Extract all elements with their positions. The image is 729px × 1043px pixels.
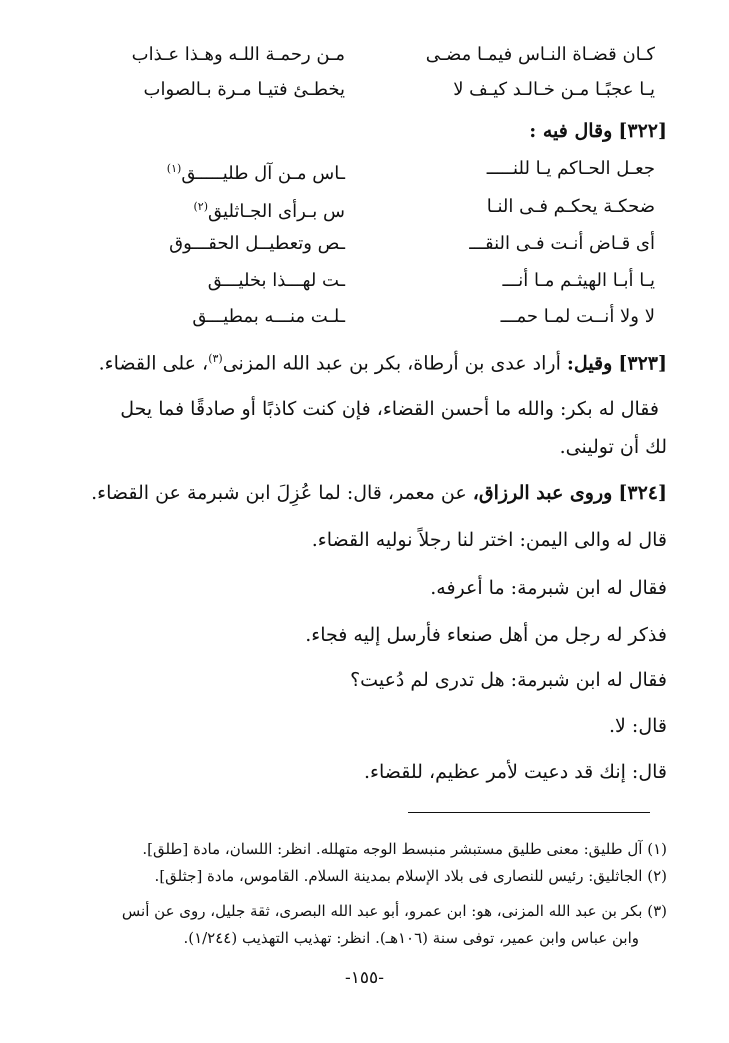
verse-row	[95, 190, 655, 224]
verse-row	[95, 300, 655, 334]
verse-first-hemistich: كـان قضـاة النـاس فيمـا مضـى	[425, 44, 655, 65]
paragraph-line: قال له والى اليمن: اختر لنا رجلاً نوليه القضاء.	[311, 529, 667, 551]
verse-second-hemistich: ـت لهـــذا بخليـــق	[207, 270, 345, 291]
verse-first-hemistich: أى قـاض أنـت فـى النقـــ	[469, 233, 655, 254]
paragraph-line: فقال له بكر: والله ما أحسن القضاء، فإن كنت كاذبًا أو صادقًا فما يحل	[120, 398, 659, 420]
verse-first-hemistich: ضحكـة يحكـم فـى النـا	[486, 196, 655, 217]
verse-row	[95, 73, 655, 107]
verse-first-hemistich: يـا عجبًـا مـن خـالـد كيـف لا	[453, 79, 655, 100]
paragraph-line: فقال له ابن شبرمة: ما أعرفه.	[430, 577, 667, 599]
verse-second-hemistich: مـن رحمـة اللـه وهـذا عـذاب	[131, 44, 345, 65]
paragraph-line: فقال له ابن شبرمة: هل تدرى لم دُعيت؟	[350, 669, 667, 691]
paragraph-line: قال: لا.	[609, 715, 667, 737]
verse-second-hemistich: ـص وتعطيــل الحقـــوق	[169, 233, 345, 254]
verse-second-hemistich	[95, 152, 345, 191]
verse-first-hemistich: لا ولا أنــت لمـا حمـــ	[500, 306, 655, 327]
footnote-marker: (١)	[166, 162, 182, 175]
hemistich-text: ـاس مـن آل طليـــــق	[181, 163, 345, 184]
verse-row	[95, 227, 655, 261]
entry-322-heading	[60, 113, 667, 149]
verse-second-hemistich: يخطـئ فتيـا مـرة بـالصواب	[143, 79, 345, 100]
footnote-marker: (٢)	[193, 200, 208, 213]
verse-second-hemistich: ـلـت منـــه بمطيـــق	[192, 306, 345, 327]
hemistich-text: س بـرأى الجـاثليق	[208, 201, 345, 222]
verse-first-hemistich: جعـل الحـاكم يـا للنـــــ	[486, 158, 655, 179]
page-number: -١٥٥-	[345, 968, 384, 988]
verse-first-hemistich: يـا أبـا الهيثـم مـا أنـــ	[502, 270, 655, 291]
entry-324-line	[60, 475, 667, 511]
footnote: (٢) الجاثليق: رئيس للنصارى فى بلاد الإسلام بمدينة السلام. القاموس، مادة [جثلق].	[154, 867, 667, 885]
footnote: (١) آل طليق: معنى طليق مستبشر منبسط الوجه متهلله. انظر: اللسان، مادة [طلق].	[142, 840, 667, 858]
paragraph-line: فذكر له رجل من أهل صنعاء فأرسل إليه فجاء.	[305, 624, 667, 646]
verse-row	[95, 38, 655, 72]
footnote-separator	[408, 812, 650, 813]
entry-lead: وقيل:	[566, 352, 613, 375]
verse-row	[95, 264, 655, 298]
paragraph-line: قال: إنك قد دعيت لأمر عظيم، للقضاء.	[364, 761, 667, 783]
entry-heading: وقال فيه :	[529, 120, 613, 142]
footnote-marker: (٣)	[208, 352, 223, 365]
entry-number: [٣٢٢]	[618, 120, 667, 142]
verse-second-hemistich	[95, 190, 345, 229]
entry-text: ، على القضاء.	[98, 352, 209, 375]
footnote: (٣) بكر بن عبد الله المزنى، هو: ابن عمرو، أبو عبد الله البصرى، ثقة جليل، روى عن أنس	[121, 902, 667, 920]
entry-lead: وروى عبد الرزاق،	[472, 482, 613, 504]
paragraph-line: لك أن تولينى.	[559, 436, 667, 458]
entry-text: عن معمر، قال: لما عُزِلَ ابن شبرمة عن القضاء.	[91, 482, 467, 504]
entry-number: [٣٢٣]	[618, 352, 667, 375]
verse-row	[95, 152, 655, 186]
entry-323-line	[60, 341, 667, 381]
entry-text: أراد عدى بن أرطاة، بكر بن عبد الله المزنى	[222, 352, 561, 375]
footnote: وابن عباس وابن عمير، توفى سنة (١٠٦هـ). انظر: تهذيب التهذيب (١/٢٤٤).	[183, 929, 639, 947]
entry-number: [٣٢٤]	[618, 482, 667, 504]
